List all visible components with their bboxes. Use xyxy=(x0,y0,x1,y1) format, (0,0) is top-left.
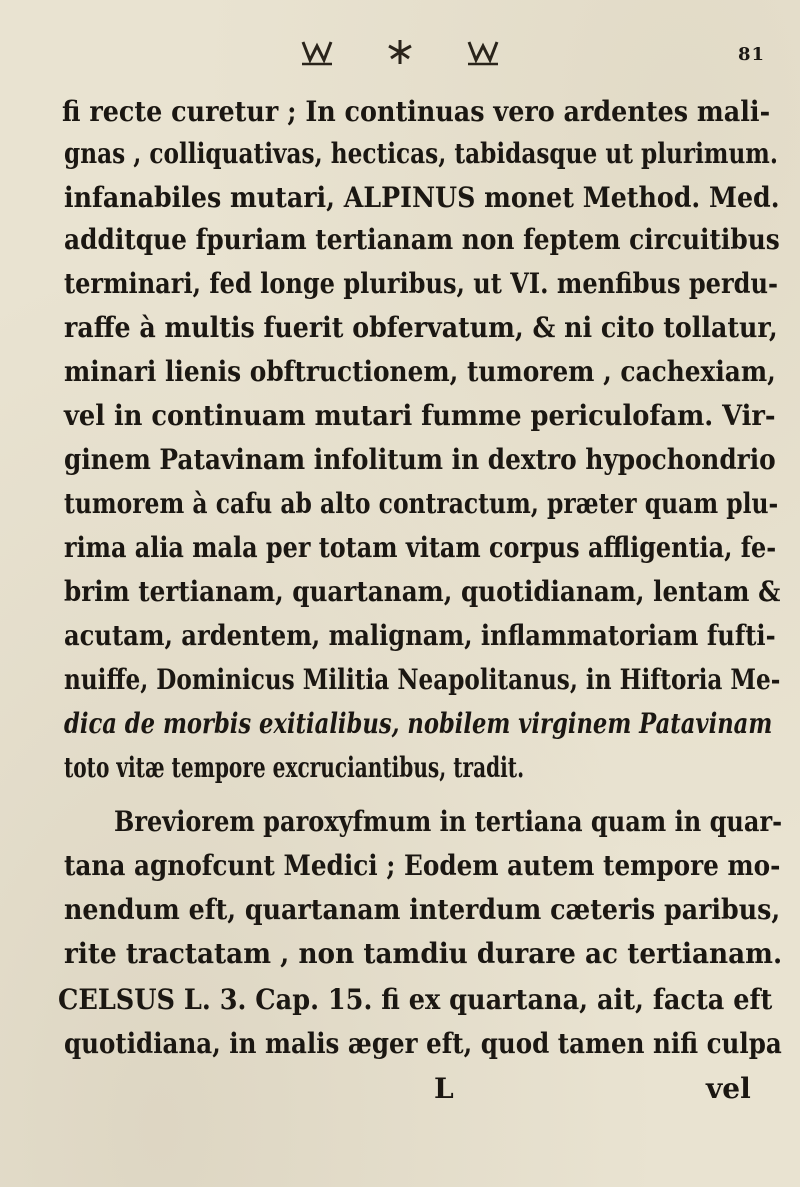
text-line: tumorem à cafu ab alto contractum, præter quam plu- xyxy=(64,487,779,520)
text-line: quotidiana, in malis æger eft, quod tamen nifi culpa xyxy=(64,1027,782,1060)
text-line: dica de morbis exitialibus, nobilem virginem Patavinam xyxy=(64,707,773,740)
text-line: fi recte curetur ; In continuas vero ardentes mali- xyxy=(62,95,771,128)
catchword: vel xyxy=(706,1072,751,1105)
text-line: CELSUS L. 3. Cap. 15. fi ex quartana, ait, facta eft xyxy=(58,983,773,1016)
text-line: additque fpuriam tertianam non feptem circuitibus xyxy=(64,223,780,256)
header-ornament xyxy=(300,36,500,68)
text-line: acutam, ardentem, malignam, inflammatoriam fufti- xyxy=(64,619,776,652)
text-line: rima alia mala per totam vitam corpus affligentia, fe- xyxy=(64,531,777,564)
text-line: tana agnofcunt Medici ; Eodem autem tempore mo- xyxy=(64,849,781,882)
text-line: terminari, fed longe pluribus, ut VI. menfibus perdu- xyxy=(64,267,778,300)
ornament-right-icon xyxy=(466,38,500,66)
text-line: nendum eft, quartanam interdum cæteris paribus, xyxy=(64,893,781,926)
text-line: brim tertianam, quartanam, quotidianam, lentam & xyxy=(64,575,781,608)
text-line: rite tractatam , non tamdiu durare ac tertianam. xyxy=(64,937,783,970)
text-line: Breviorem paroxyfmum in tertiana quam in quar- xyxy=(114,805,783,838)
page-number: 81 xyxy=(738,44,766,65)
ornament-left-icon xyxy=(300,38,334,66)
text-line: infanabiles mutari, ALPINUS monet Method. Med. xyxy=(64,181,780,214)
text-line: ginem Patavinam infolitum in dextro hypochondrio xyxy=(64,443,776,476)
signature-mark: L xyxy=(434,1072,454,1105)
ornament-center-icon xyxy=(383,38,417,66)
text-line: vel in continuam mutari fumme periculofam. Vir- xyxy=(64,399,776,432)
text-line: toto vitæ tempore excruciantibus, tradit. xyxy=(64,751,525,784)
text-line: nuiffe, Dominicus Militia Neapolitanus, in Hiftoria Me- xyxy=(64,663,781,696)
text-line: minari lienis obftructionem, tumorem , cachexiam, xyxy=(64,355,776,388)
text-line: raffe à multis fuerit obfervatum, & ni cito tollatur, xyxy=(64,311,778,344)
text-line: gnas , colliquativas, hecticas, tabidasque ut plurimum. xyxy=(64,137,778,170)
